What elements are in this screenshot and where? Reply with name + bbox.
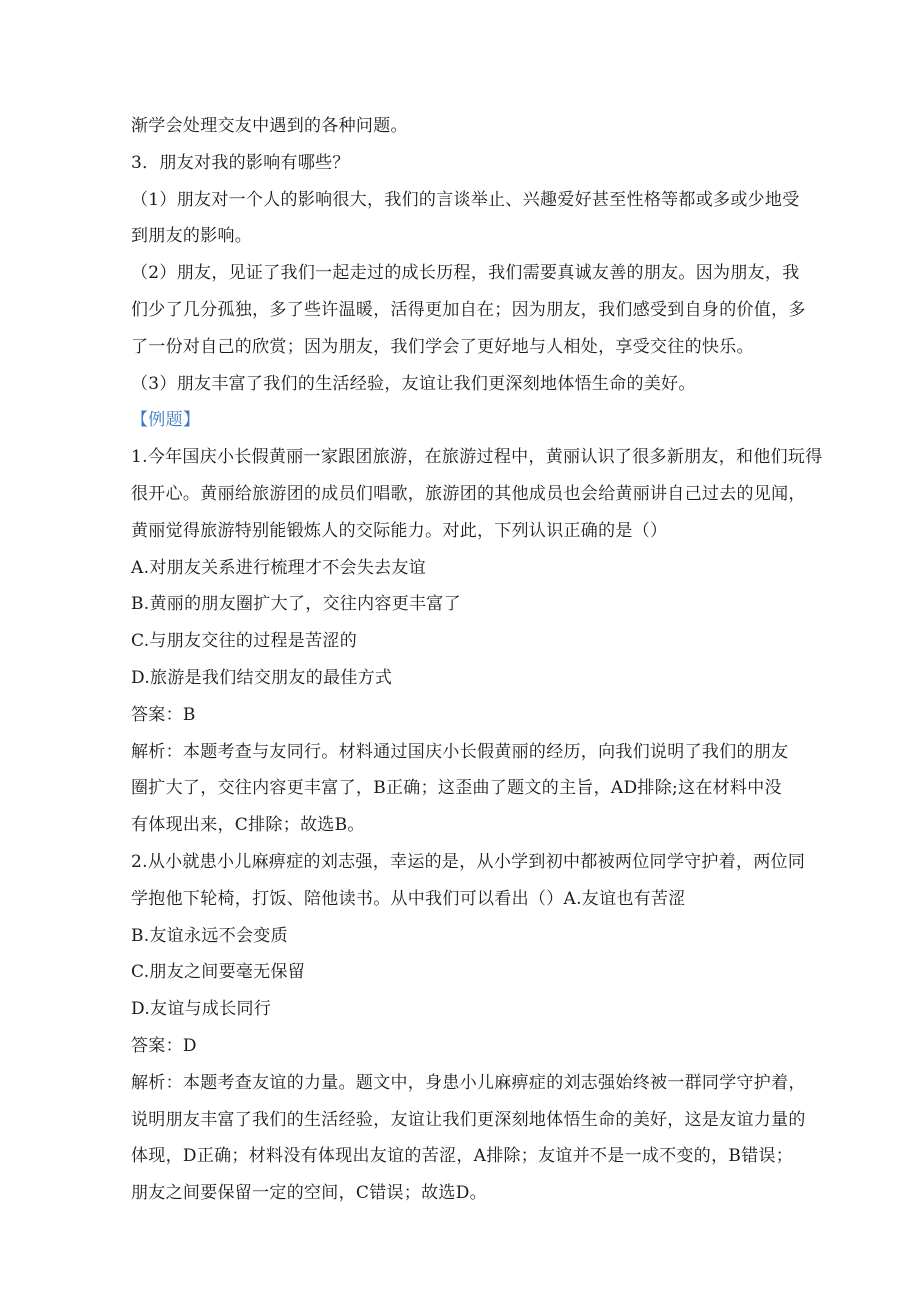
analysis-line: 朋友之间要保留一定的空间，C错误；故选D。 xyxy=(131,1183,487,1204)
answer-line: 答案：D xyxy=(131,1035,197,1056)
option-line: C.与朋友交往的过程是苦涩的 xyxy=(131,631,358,652)
text-line: （3）朋友丰富了我们的生活经验，友谊让我们更深刻地体悟生命的美好。 xyxy=(131,373,696,394)
option-line: C.朋友之间要毫无保留 xyxy=(131,962,306,983)
text-line: 渐学会处理交友中遇到的各种问题。 xyxy=(131,116,408,136)
text-line: （1）朋友对一个人的影响很大，我们的言谈举止、兴趣爱好甚至性格等都或多或少地受 xyxy=(131,189,800,210)
text-line: 了一份对自己的欣赏；因为朋友，我们学会了更好地与人相处，享受交往的快乐。 xyxy=(131,336,754,357)
question-line: 2.从小就患小儿麻痹症的刘志强，幸运的是，从小学到初中都被两位同学守护着，两位同 xyxy=(131,851,806,872)
option-line: D.旅游是我们结交朋友的最佳方式 xyxy=(131,667,393,688)
document-body xyxy=(131,108,823,1212)
analysis-line: 圈扩大了，交往内容更丰富了，B正确；这歪曲了题文的主旨，AD排除;这在材料中没 xyxy=(131,778,782,799)
analysis-line: 有体现出来，C排除；故选B。 xyxy=(131,815,365,836)
question-line: 学抱他下轮椅，打饭、陪他读书。从中我们可以看出（）A.友谊也有苦涩 xyxy=(131,888,686,909)
answer-line: 答案：B xyxy=(131,704,196,725)
question-line: 黄丽觉得旅游特别能锻炼人的交际能力。对此，下列认识正确的是（） xyxy=(131,520,668,541)
analysis-line: 解析：本题考查与友同行。材料通过国庆小长假黄丽的经历，向我们说明了我们的朋友 xyxy=(131,741,789,762)
option-line: B.友谊永远不会变质 xyxy=(131,925,288,946)
option-line: D.友谊与成长同行 xyxy=(131,999,272,1020)
option-line: A.对朋友关系进行梳理才不会失去友谊 xyxy=(131,557,427,578)
option-line: B.黄丽的朋友圈扩大了，交往内容更丰富了 xyxy=(131,594,461,615)
question-line: 很开心。黄丽给旅游团的成员们唱歌，旅游团的其他成员也会给黄丽讲自己过去的见闻， xyxy=(131,483,806,504)
analysis-line: 体现，D正确；材料没有体现出友谊的苦涩，A排除；友谊并不是一成不变的，B错误； xyxy=(131,1146,794,1167)
question-line: 1.今年国庆小长假黄丽一家跟团旅游，在旅游过程中，黄丽认识了很多新朋友，和他们玩得 xyxy=(131,447,823,468)
analysis-line: 说明朋友丰富了我们的生活经验，友谊让我们更深刻地体悟生命的美好，这是友谊力量的 xyxy=(131,1109,806,1130)
example-heading: 【例题】 xyxy=(131,410,201,431)
section-heading: 3．朋友对我的影响有哪些？ xyxy=(131,152,350,173)
text-line: （2）朋友，见证了我们一起走过的成长历程，我们需要真诚友善的朋友。因为朋友，我 xyxy=(131,263,800,284)
text-line: 们少了几分孤独，多了些许温暖，活得更加自在；因为朋友，我们感受到自身的价值，多 xyxy=(131,299,806,320)
text-line: 到朋友的影响。 xyxy=(131,226,253,247)
analysis-line: 解析：本题考查友谊的力量。题文中，身患小儿麻痹症的刘志强始终被一群同学守护着， xyxy=(131,1072,806,1093)
